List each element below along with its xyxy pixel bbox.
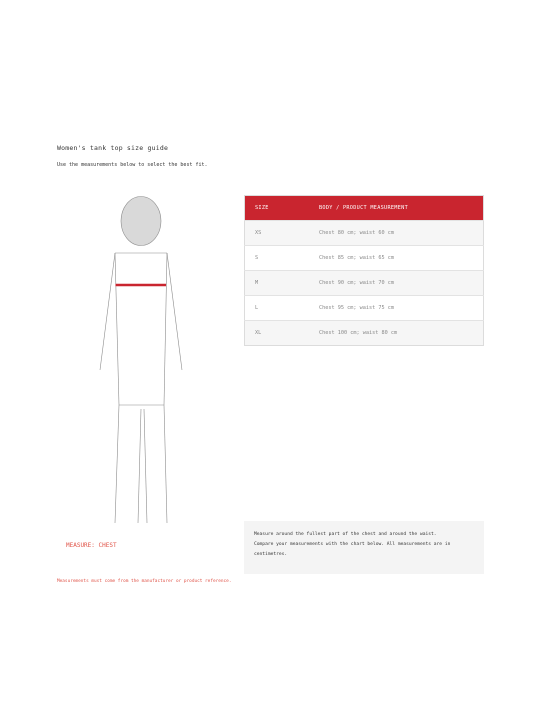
table-row — [245, 246, 484, 271]
size-column-header: SIZE — [245, 196, 320, 221]
table-header-row — [245, 196, 484, 221]
figure-right-arm — [167, 253, 182, 370]
size-cell: XS — [245, 221, 320, 246]
size-cell: M — [245, 271, 320, 296]
figure-left-arm — [100, 253, 115, 370]
figure-right-leg-inner — [144, 409, 147, 523]
measurement-cell: Chest 100 cm; waist 80 cm — [319, 321, 484, 346]
size-table — [244, 195, 484, 346]
figure-right-leg-outer — [164, 405, 167, 523]
measurement-cell: Chest 85 cm; waist 65 cm — [319, 246, 484, 271]
table-row — [245, 321, 484, 346]
note-line: centimetres. — [254, 552, 288, 557]
size-cell: L — [245, 296, 320, 321]
table-row — [245, 296, 484, 321]
page-subtitle: Use the measurements below to select the best fit. — [57, 162, 208, 168]
page-title: Women's tank top size guide — [57, 144, 169, 152]
figure-left-torso — [115, 253, 119, 405]
measurement-column-header: BODY / PRODUCT MEASUREMENT — [319, 196, 484, 221]
figure-left-leg-inner — [138, 409, 141, 523]
body-figure — [95, 195, 190, 525]
note-line: Compare your measurements with the chart below. All measurements are in — [254, 542, 451, 547]
measure-label: MEASURE: CHEST — [66, 542, 117, 549]
measurement-note — [244, 521, 484, 574]
size-cell: S — [245, 246, 320, 271]
table-row — [245, 221, 484, 246]
measurement-cell: Chest 80 cm; waist 60 cm — [319, 221, 484, 246]
figure-head — [121, 197, 161, 246]
table-row — [245, 271, 484, 296]
measurement-cell: Chest 90 cm; waist 70 cm — [319, 271, 484, 296]
figure-right-torso — [164, 253, 167, 405]
note-line: Measure around the fullest part of the chest and around the waist. — [254, 532, 437, 537]
footnote: Measurements must come from the manufacturer or product reference. — [57, 579, 232, 584]
size-cell: XL — [245, 321, 320, 346]
measurement-cell: Chest 95 cm; waist 75 cm — [319, 296, 484, 321]
figure-left-leg-outer — [115, 405, 119, 523]
